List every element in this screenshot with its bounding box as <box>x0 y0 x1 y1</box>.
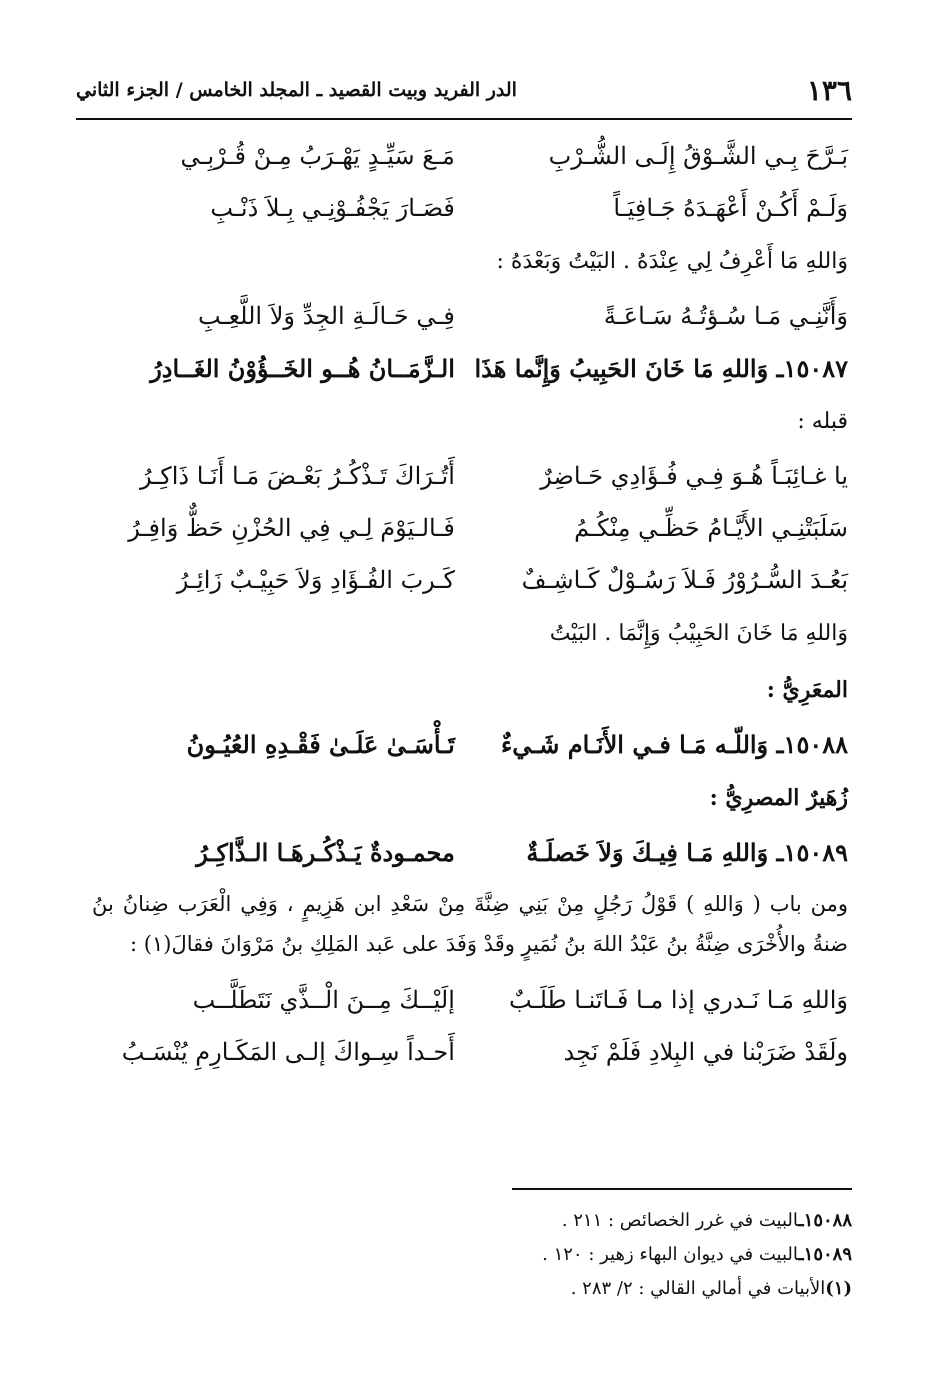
verse-first-hemistich: يا غـائِبَـاً هُـوَ فِـي فُـؤَادِي حَـاضِرٌ <box>540 462 848 490</box>
verse-first-hemistich: ١٥٠٨٩ـ وَاللهِ مَـا فِيـكَ وَلاَ خَصلَـةٌ <box>526 837 848 867</box>
verse-line <box>92 450 848 502</box>
prose-paragraph: ومن باب ( وَاللهِ ) قَوْلُ رَجُلٍ مِنْ بَنِي ضِنَّةَ مِنْ سَعْدِ ابن هَزِيمٍ ، وَفِي الْعَرَب ضِنانُ بنُ ضنةُ والأُخْرَى ضِنَّةُ بنُ عَبْدُ اللهَ بنُ نُمَيرٍ وقَدْ وَفَدَ على عَبد المَلِكِ بنُ مَرْوَانَ فقالَ(١) : <box>92 892 848 956</box>
footnote <box>96 1272 852 1306</box>
poet-name: المعَرِيُّ : <box>766 677 848 703</box>
verse-line <box>92 974 848 1026</box>
page-number: ١٣٦ <box>806 73 852 107</box>
verse-second-hemistich: الـزَّمَــانُ هُــو الخَــؤُوْنُ الغَــادِرُ <box>150 353 455 383</box>
verse-line <box>92 130 848 182</box>
verse-second-hemistich: فَـالـيَوْمَ لِـي فِي الحُزْنِ حَظٌّ وَافِـرُ <box>128 514 455 542</box>
verse-line <box>92 502 848 554</box>
footnote-text: الأبيات في أمالي القالي : ٢/ ٢٨٣ . <box>570 1278 826 1299</box>
footnote-divider <box>512 1188 852 1190</box>
footnote-text: البيت في ديوان البهاء زهير : ١٢٠ . <box>542 1244 799 1265</box>
verse-line <box>92 290 848 342</box>
verse-second-hemistich: كَـربَ الفُـؤَادِ وَلاَ حَبِيْـبٌ زَائِـرُ <box>176 566 455 594</box>
footnote-number: ١٥٠٨٩ـ <box>798 1244 852 1265</box>
text-line: قبله : <box>797 409 848 434</box>
verse-first-hemistich: بَعُـدَ السُّـرُوْرُ فَـلاَ رَسُـوْلٌ كَـاشِـفٌ <box>521 566 848 594</box>
verse-second-hemistich: إلَيْــكَ مِــنَ الْــذَّي نَتَطَلَّــب <box>192 986 455 1014</box>
footnote <box>96 1204 852 1238</box>
verse-second-hemistich: أَحـداً سِـواكَ إلـى المَكَـارِمِ يُنْسَـبُ <box>121 1038 455 1066</box>
verse-first-hemistich: ١٥٠٨٨ـ وَاللّـه مَـا فـي الأَنَـام شَـيءٌ <box>500 729 848 759</box>
poet-name: زُهَيرٌ المصرِيُّ : <box>709 785 848 811</box>
footnotes <box>96 1188 852 1306</box>
verse-line <box>92 342 848 394</box>
verse-line <box>92 554 848 606</box>
verse-first-hemistich: بَـرَّحَ بِـي الشَّـوْقُ إِلَـى الشُّـرْبِ <box>548 142 848 170</box>
footnote-number: ١٥٠٨٨ـ <box>798 1210 852 1231</box>
verse-line <box>92 1026 848 1078</box>
verse-first-hemistich: وَلَـمْ أَكُـنْ أَعْهَـدَهُ جَـافِيَـاً <box>613 194 848 222</box>
verse-second-hemistich: تَـأْسَـىٰ عَلَـىٰ فَقْـدِهِ العُيُـونُ <box>186 729 455 759</box>
verse-line <box>92 826 848 878</box>
verse-second-hemistich: محمـودةٌ يَـذْكُـرهَـا الـذَّاكِـرُ <box>196 837 455 867</box>
text-line: وَاللهِ مَا خَانَ الحَبِيْبُ وَإِنَّمَا . البَيْتُ <box>549 621 848 646</box>
verse-second-hemistich: مَـعَ سَيِّـدٍ يَهْـرَبُ مِـنْ قُـرْبِـي <box>180 142 455 170</box>
verse-second-hemistich: فِـي حَـالَـةِ الجِدِّ وَلاَ اللَّعِـبِ <box>198 302 455 330</box>
text-line: وَاللهِ مَا أَعْرِفُ لِي عِنْدَهُ . البَيْتُ وَبَعْدَهُ : <box>496 249 848 274</box>
footnote <box>96 1238 852 1272</box>
verse-second-hemistich: فَصَـارَ يَجْفُـوْنِـي بِـلاَ ذَنْـبِ <box>210 194 455 222</box>
footnote-text: البيت في غرر الخصائص : ٢١١ . <box>561 1210 799 1231</box>
verse-first-hemistich: وَاللهِ مَـا نَـدري إذا مـا فَـاتَنـا طَلَـبٌ <box>509 986 848 1014</box>
verse-line <box>92 182 848 234</box>
verse-second-hemistich: أَتُـرَاكَ تَـذْكُـرُ بَعْـضَ مَـا أَنَـا ذَاكِـرُ <box>140 462 455 490</box>
verse-line <box>92 718 848 770</box>
footnote-number: (١) <box>825 1278 852 1299</box>
verse-first-hemistich: وَأَنَّنِـي مَـا سُـؤتُـهُ سَـاعَـةً <box>603 302 848 330</box>
verse-first-hemistich: سَلَبَتْنِـي الأَيَّـامُ حَظِّـي مِنْكُـمُ <box>574 514 848 542</box>
verse-first-hemistich: ١٥٠٨٧ـ وَاللهِ مَا خَانَ الحَبِيبُ وَإِنَّما هَذَا <box>474 353 848 383</box>
verse-first-hemistich: ولَقَدْ ضَرَبْنا في البِلادِ فَلَمْ نَجِد <box>563 1038 848 1066</box>
main-text <box>92 130 848 1078</box>
page-header <box>76 62 852 120</box>
running-title: الدر الفريد وبيت القصيد ـ المجلد الخامس / الجزء الثاني <box>76 79 517 101</box>
